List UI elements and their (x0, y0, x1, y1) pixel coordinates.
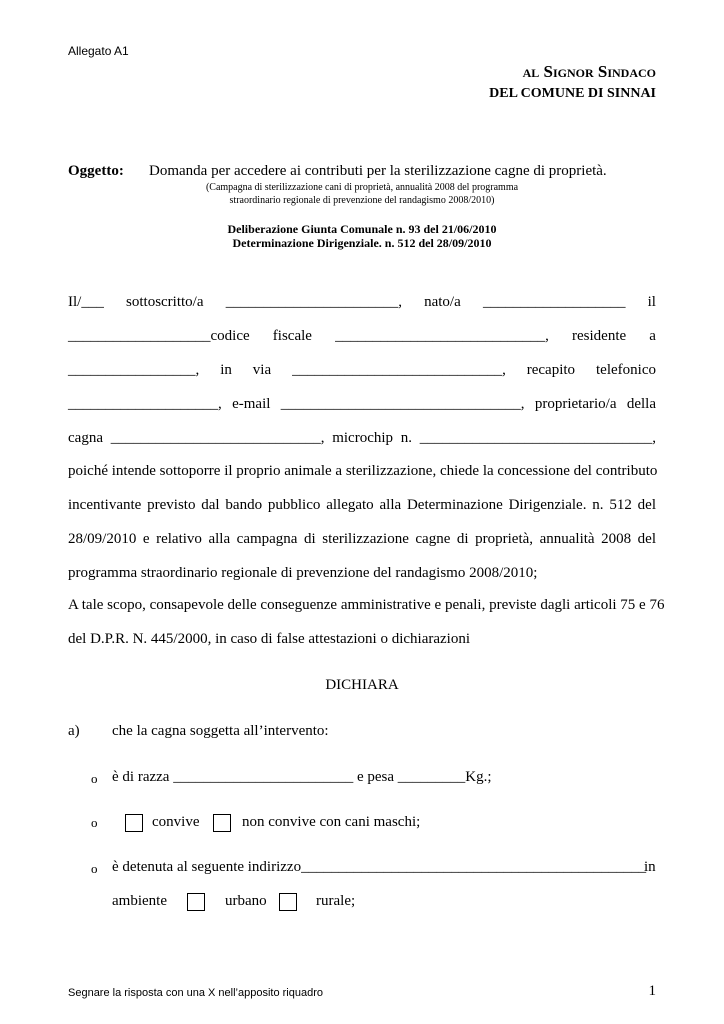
form-field-blank[interactable]: ___________________ (482, 294, 626, 310)
form-field-text: residente (572, 328, 627, 344)
detenuta-line[interactable]: è detenuta al seguente indirizzo______________________________________________ (112, 859, 647, 875)
form-field-blank[interactable]: ____________________, (68, 396, 222, 412)
form-field-text: il (647, 294, 656, 310)
form-field-text: telefonico (596, 362, 656, 378)
non-convive-label: non convive con cani maschi; (242, 814, 421, 830)
rurale-label: rurale; (316, 893, 356, 909)
form-field-text: cagna (68, 430, 103, 446)
form-field-text: a (649, 328, 656, 344)
razza-peso-line[interactable]: è di razza ________________________ e pesa _________Kg.; (112, 769, 492, 785)
allegato-label: Allegato A1 (68, 44, 129, 58)
form-field-text: proprietario/a (534, 396, 617, 412)
subject-text: Domanda per accedere ai contributi per la sterilizzazione cagne di proprietà. (149, 163, 607, 179)
deliberazione-ref: Deliberazione Giunta Comunale n. 93 del 21/06/2010 (227, 222, 497, 236)
convive-label: convive (152, 814, 200, 830)
form-field-text: microchip (332, 430, 394, 446)
recipient-line-2: DEL COMUNE DI SINNAI (489, 86, 656, 101)
form-field-blank[interactable]: ____________________________, (110, 430, 325, 446)
urbano-label: urbano (225, 893, 267, 909)
form-field-text: Il/___ (68, 294, 104, 310)
determinazione-ref: Determinazione Dirigenziale. n. 512 del 28/09/2010 (232, 236, 492, 250)
form-line-5 (68, 430, 656, 447)
form-field-text: recapito (526, 362, 576, 378)
dichiara-heading: DICHIARA (325, 677, 399, 693)
item-a-marker: a) (68, 723, 80, 739)
ambiente-label: ambiente (112, 893, 167, 909)
rurale-checkbox[interactable] (279, 893, 297, 911)
page-number: 1 (648, 983, 656, 999)
campaign-note-line-2: straordinario regionale di prevenzione del randagismo 2008/2010) (229, 195, 495, 206)
form-field-blank[interactable]: _________________, (68, 362, 200, 378)
form-field-text: in (220, 362, 232, 378)
form-field-text: n. (400, 430, 413, 446)
form-field-text: nato/a (424, 294, 461, 310)
form-field-blank[interactable]: ___________________codice (68, 328, 250, 344)
scope-paragraph-line: del D.P.R. N. 445/2000, in caso di false attestazioni o dichiarazioni (68, 631, 470, 647)
body-paragraph-line: poiché intende sottoporre il proprio animale a sterilizzazione, chiede la concessione del contributo (68, 463, 658, 479)
recipient-line-1: al Signor Sindaco (522, 62, 656, 81)
form-field-blank[interactable]: _______________________, (225, 294, 402, 310)
form-line-2 (68, 328, 656, 345)
subject-label: Oggetto: (68, 163, 124, 179)
body-paragraph-line: 28/09/2010 e relativo alla campagna di sterilizzazione cagne di proprietà, annualità 2008 del (68, 531, 656, 547)
form-field-text: della (626, 396, 656, 412)
form-line-1 (68, 294, 656, 311)
footer-note: Segnare la risposta con una X nell’apposito riquadro (68, 987, 323, 999)
form-line-4 (68, 396, 656, 413)
form-line-3 (68, 362, 656, 379)
body-paragraph-line: programma straordinario regionale di prevenzione del randagismo 2008/2010; (68, 565, 538, 581)
form-field-text: sottoscritto/a (126, 294, 204, 310)
body-paragraph-line: incentivante previsto dal bando pubblico allegato alla Determinazione Dirigenziale. n. 512 del (68, 497, 656, 513)
bullet-icon: o (91, 861, 98, 876)
form-field-blank[interactable]: ________________________________, (280, 396, 525, 412)
bullet-icon: o (91, 771, 98, 786)
convive-checkbox[interactable] (125, 814, 143, 832)
non-convive-checkbox[interactable] (213, 814, 231, 832)
form-field-blank[interactable]: ____________________________, (335, 328, 549, 344)
campaign-note-line-1: (Campagna di sterilizzazione cani di proprietà, annualità 2008 del programma (205, 182, 519, 193)
detenuta-in-label: in (644, 859, 656, 875)
scope-paragraph-line: A tale scopo, consapevole delle conseguenze amministrative e penali, previste dagli articoli 75 e 76 (68, 597, 665, 613)
bullet-icon: o (91, 815, 98, 830)
form-field-text: e-mail (232, 396, 271, 412)
form-field-blank[interactable]: _______________________________, (419, 430, 656, 446)
form-field-text: fiscale (272, 328, 312, 344)
item-a-text: che la cagna soggetta all’intervento: (112, 723, 329, 739)
urbano-checkbox[interactable] (187, 893, 205, 911)
form-field-text: via (252, 362, 272, 378)
form-field-blank[interactable]: ____________________________, (292, 362, 506, 378)
